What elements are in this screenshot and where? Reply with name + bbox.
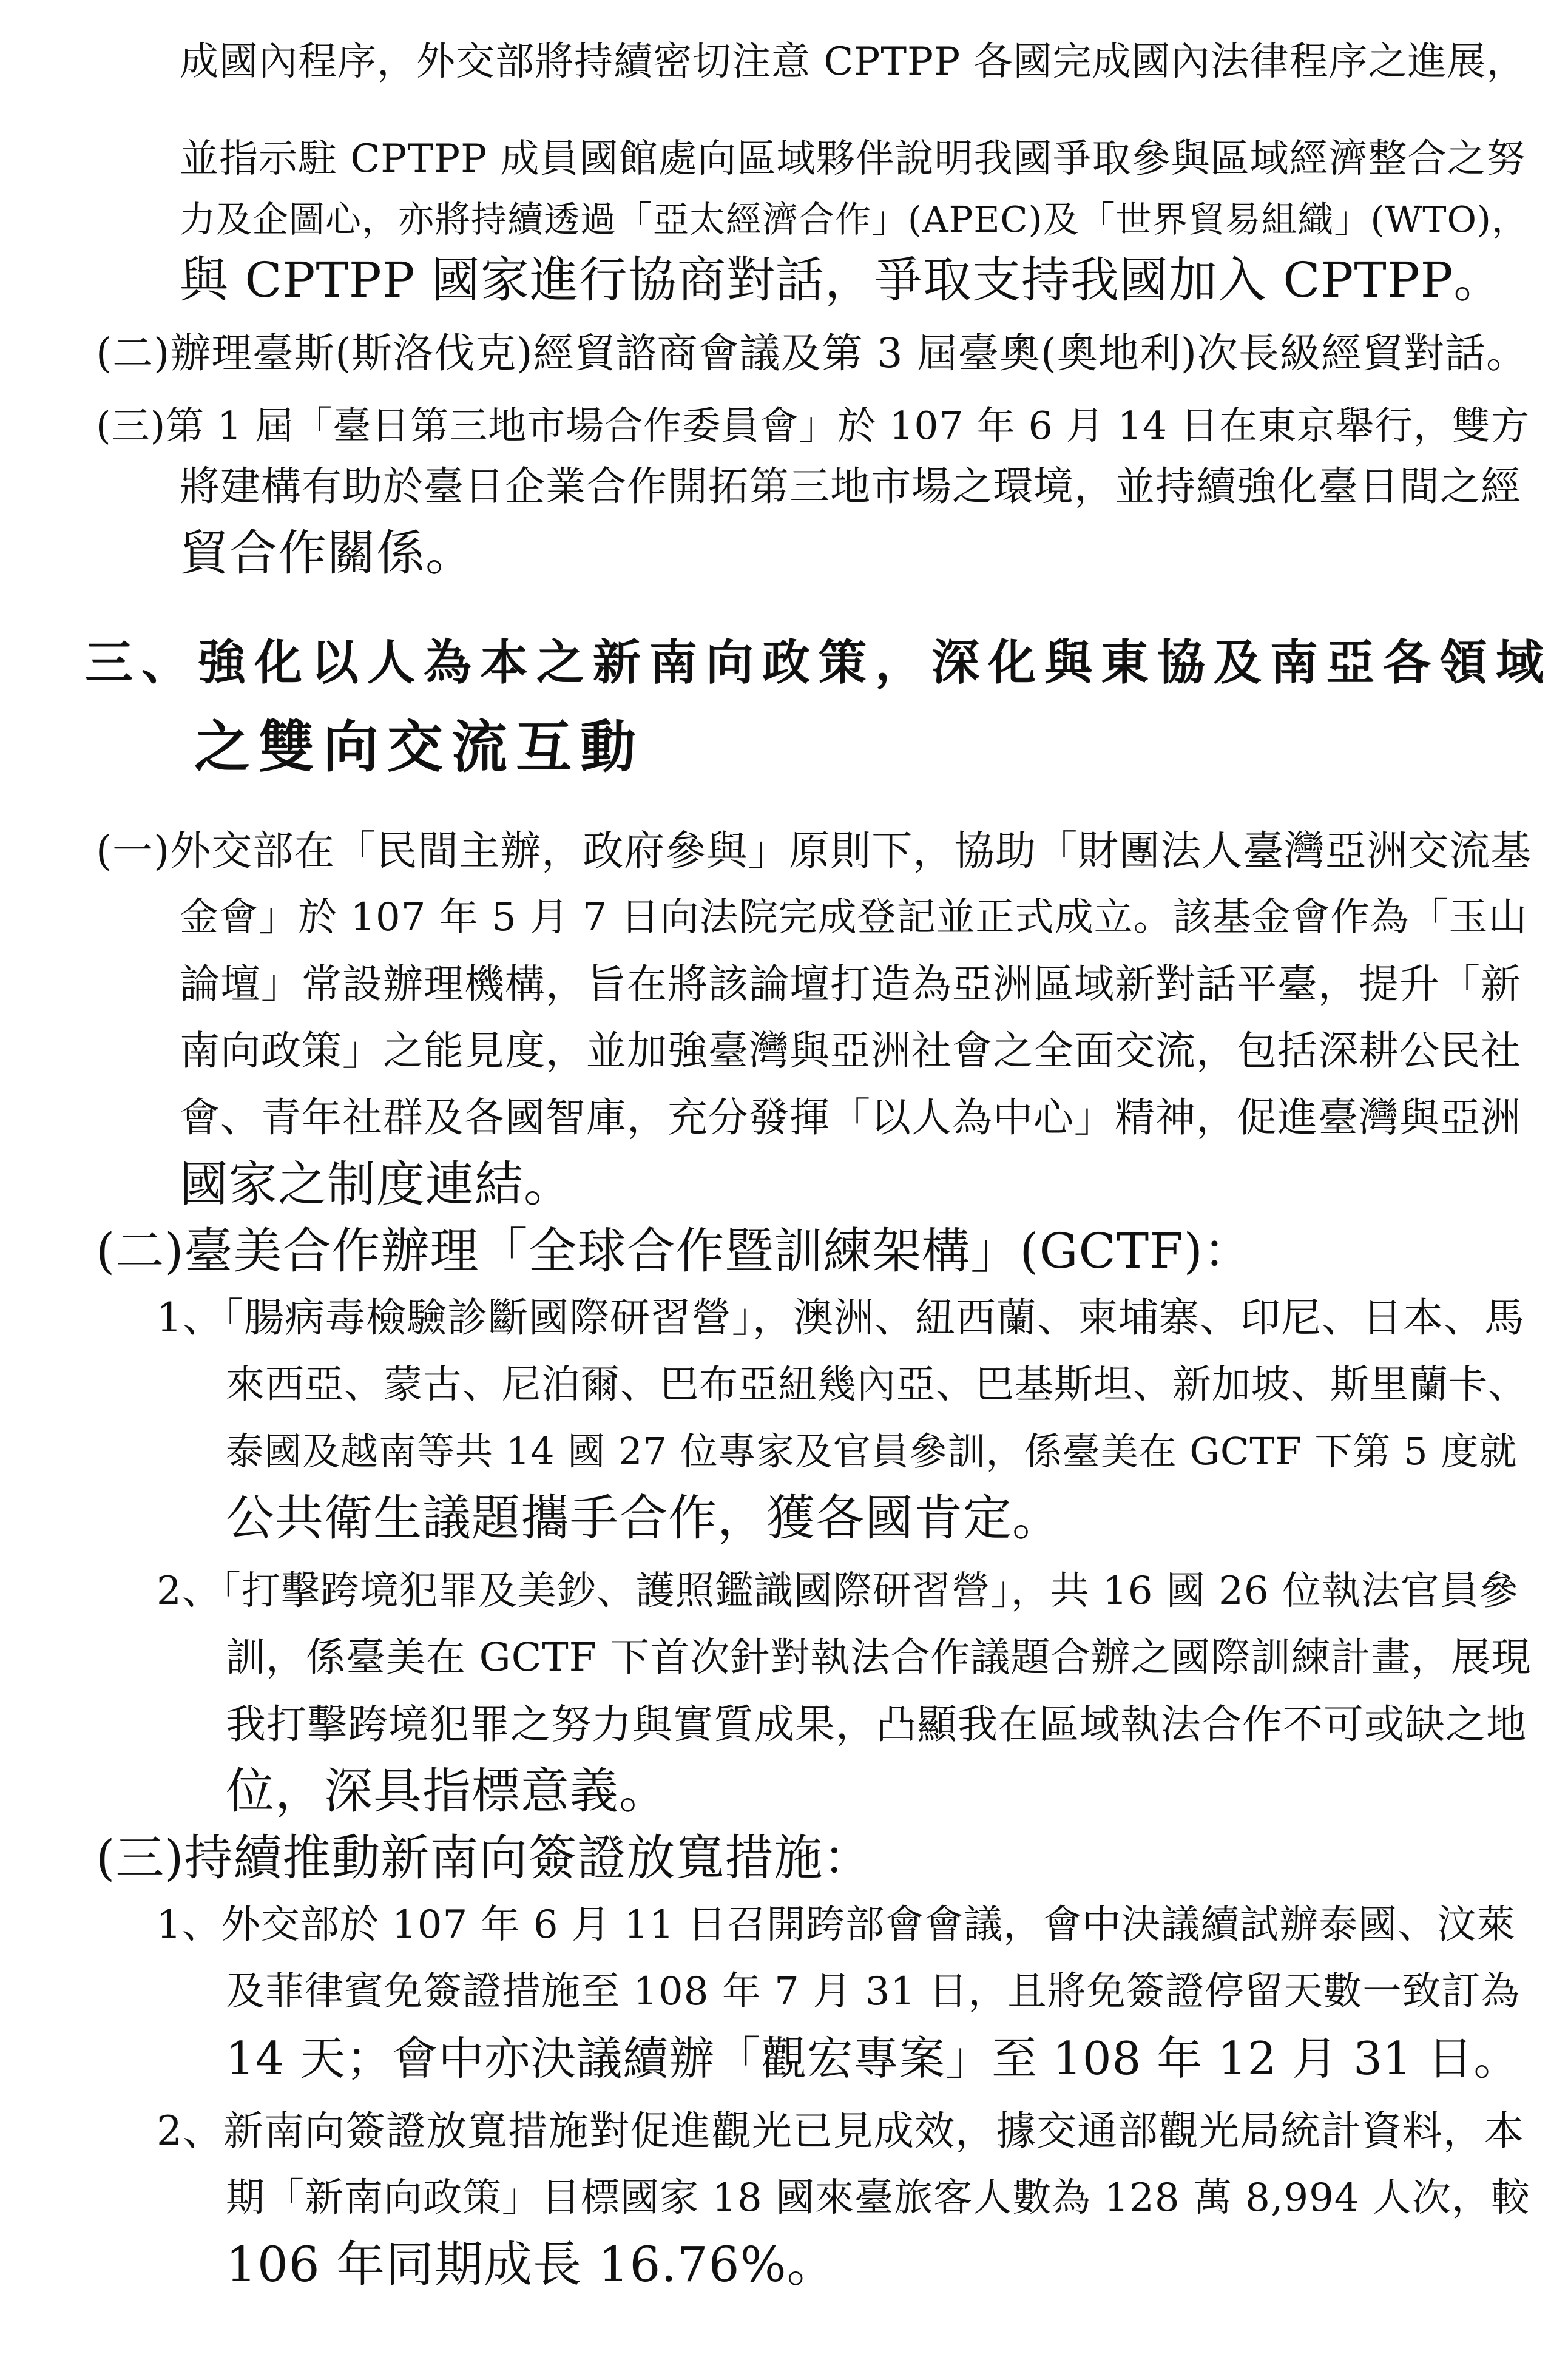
text-line: 論壇」常設辦理機構，旨在將該論壇打造為亞洲區域新對話平臺，提升「新	[180, 961, 1521, 1007]
text-line: 1、「腸病毒檢驗診斷國際研習營」，澳洲、紐西蘭、柬埔寨、印尼、日本、馬	[157, 1294, 1525, 1341]
text-line: 訓，係臺美在 GCTF 下首次針對執法合作議題合辦之國際訓練計畫，展現	[226, 1635, 1532, 1680]
text-line: 國家之制度連結。	[180, 1156, 573, 1212]
heading-line: 三、強化以人為本之新南向政策，深化與東協及南亞各領域	[85, 635, 1552, 691]
text-line: 並指示駐 CPTPP 成員國館處向區域夥伴說明我國爭取參與區域經濟整合之努	[180, 137, 1526, 181]
text-line: (三)第 1 屆「臺日第三地市場合作委員會」於 107 年 6 月 14 日在東京舉行，雙方	[96, 404, 1530, 448]
text-line: 成國內程序，外交部將持續密切注意 CPTPP 各國完成國內法律程序之進展，	[180, 39, 1526, 84]
text-line: 貿合作關係。	[180, 525, 475, 581]
text-line: 金會」於 107 年 5 月 7 日向法院完成登記並正式成立。該基金會作為「玉山	[180, 895, 1528, 940]
text-line: 位，深具指標意義。	[226, 1763, 668, 1819]
text-line: 2、「打擊跨境犯罪及美鈔、護照鑑識國際研習營」，共 16 國 26 位執法官員參	[157, 1569, 1519, 1614]
text-line: 與 CPTPP 國家進行協商對話，爭取支持我國加入 CPTPP。	[180, 252, 1503, 308]
text-line: 106 年同期成長 16.76%。	[226, 2236, 836, 2293]
text-line: 1、外交部於 107 年 6 月 11 日召開跨部會會議，會中決議續試辦泰國、汶萊	[157, 1902, 1516, 1947]
text-line: 及菲律賓免簽證措施至 108 年 7 月 31 日，且將免簽證停留天數一致訂為	[226, 1969, 1521, 2014]
text-line: 14 天；會中亦決議續辦「觀宏專案」至 108 年 12 月 31 日。	[226, 2032, 1520, 2085]
text-line: 力及企圖心，亦將持續透過「亞太經濟合作」(APEC)及「世界貿易組織」(WTO)，	[180, 198, 1528, 240]
text-line: 2、新南向簽證放寬措施對促進觀光已見成效，據交通部觀光局統計資料，本	[157, 2108, 1524, 2154]
text-line: 將建構有助於臺日企業合作開拓第三地市場之環境，並持續強化臺日間之經	[180, 463, 1521, 510]
text-line: 會、青年社群及各國智庫，充分發揮「以人為中心」精神，促進臺灣與亞洲	[180, 1094, 1521, 1141]
text-line: 期「新南向政策」目標國家 18 國來臺旅客人數為 128 萬 8,994 人次，較	[226, 2176, 1530, 2220]
text-line: 公共衛生議題攜手合作，獲各國肯定。	[226, 1490, 1061, 1546]
text-line: (二)辦理臺斯(斯洛伐克)經貿諮商會議及第 3 屆臺奧(奧地利)次長級經貿對話。	[96, 330, 1528, 377]
text-line: 南向政策」之能見度，並加強臺灣與亞洲社會之全面交流，包括深耕公民社	[180, 1027, 1521, 1074]
text-line: 來西亞、蒙古、尼泊爾、巴布亞紐幾內亞、巴基斯坦、新加坡、斯里蘭卡、	[226, 1362, 1527, 1407]
text-line: 我打擊跨境犯罪之努力與實質成果，凸顯我在區域執法合作不可或缺之地	[226, 1701, 1527, 1748]
heading-line: 之雙向交流互動	[194, 715, 645, 780]
text-line: (一)外交部在「民間主辦，政府參與」原則下，協助「財團法人臺灣亞洲交流基	[96, 827, 1532, 874]
text-line: (二)臺美合作辦理「全球合作暨訓練架構」(GCTF)：	[96, 1223, 1252, 1279]
text-line: (三)持續推動新南向簽證放寬措施：	[96, 1830, 873, 1886]
text-line: 泰國及越南等共 14 國 27 位專家及官員參訓，係臺美在 GCTF 下第 5 度就	[226, 1429, 1518, 1473]
